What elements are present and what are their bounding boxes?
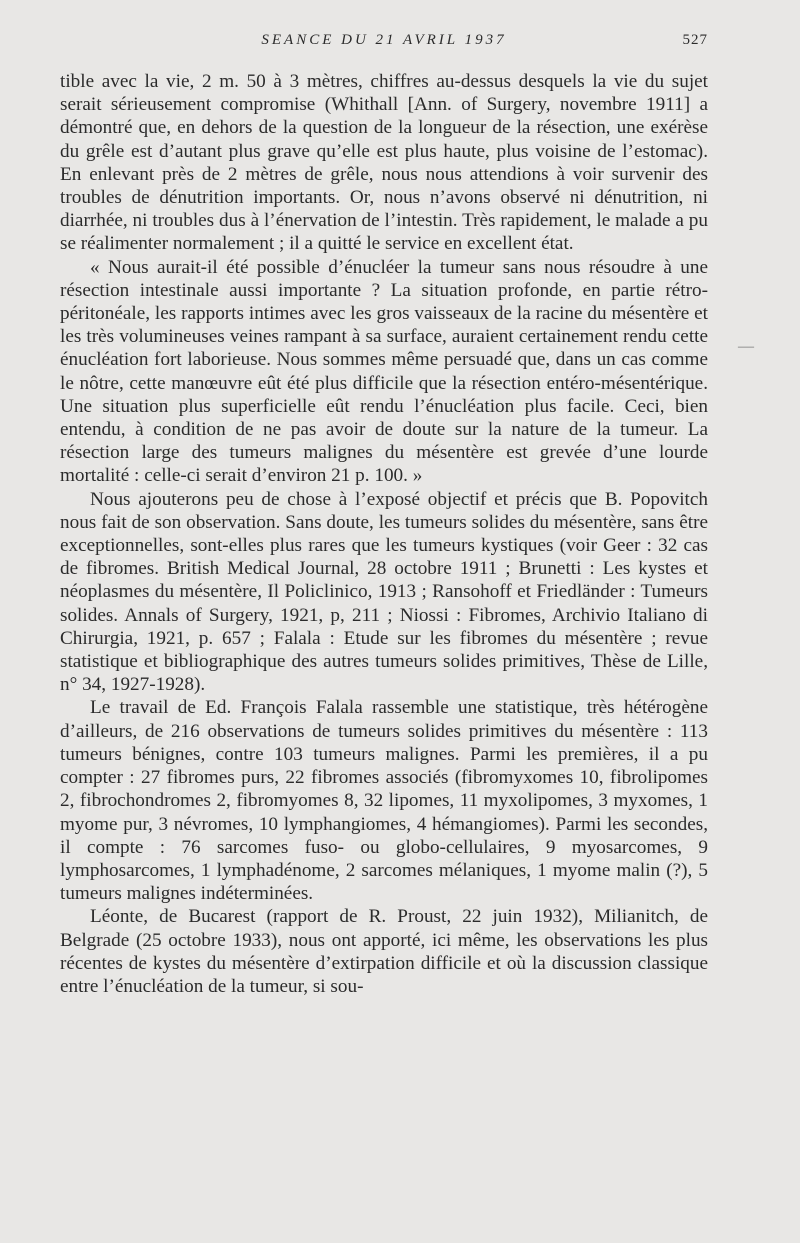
paragraph-3: Nous ajouterons peu de chose à l’exposé objectif et précis que B. Popovitch nous fait de son observation. Sans doute, les tumeurs solides du mésentère, sans être exceptionnelles, sont-elles plus rares que les tumeurs kystiques (voir Geer : 32 cas de fibromes. British Medical Journal, 28 octobre 1911 ; Brunetti : Les kystes et néoplasmes du mésentère, Il Policlinico, 1913 ; Ransohoff et Friedländer : Tumeurs solides. Annals of Surgery, 1921, p, 211 ; Niossi : Fibromes, Archivio Italiano di Chirurgia, 1921, p. 657 ; Falala : Etude sur les fibromes du mésentère ; revue statistique et bibliographique des autres tumeurs solides primitives, Thèse de Lille, n° 34, 1927-1928). [60,488,708,696]
paragraph-5: Léonte, de Bucarest (rapport de R. Proust, 22 juin 1932), Milianitch, de Belgrade (25 octobre 1933), nous ont apporté, ici même, les observations les plus récentes de kystes du mésentère d’extirpation difficile et où la discussion classique entre l’énucléation de la tumeur, si sou- [60,906,708,997]
paragraph-1: tible avec la vie, 2 m. 50 à 3 mètres, chiffres au-dessus desquels la vie du sujet serait sérieusement compromise (Whithall [Ann. of Surgery, novembre 1911] a démontré que, en dehors de la question de la longueur de la résection, une exérèse du grêle est d’autant plus grave qu’elle est plus haute, plus voisine de l’estomac). En enlevant près de 2 mètres de grêle, nous nous attendions à voir survenir des troubles de dénutrition importants. Or, nous n’avons observé ni dénutrition, ni diarrhée, ni troubles dus à l’énervation de l’intestin. Très rapidement, le malade a pu se réalimenter normalement ; il a quitté le service en excellent état. [60,71,708,255]
running-head: SEANCE DU 21 AVRIL 1937 [261,32,507,48]
paragraph-2-quotation: « Nous aurait-il été possible d’énucléer la tumeur sans nous résoudre à une résection intestinale aussi importante ? La situation profonde, en partie rétro-péritonéale, les rapports intimes avec les gros vaisseaux de la racine du mésentère et les très volumineuses veines rampant à sa surface, auraient certainement rendu cette énucléation fort laborieuse. Nous sommes même persuadé que, dans un cas comme le nôtre, cette manœuvre eût été plus difficile que la résection entéro-mésentérique. Une situation plus superficielle eût rendu l’énucléation plus facile. Ceci, bien entendu, à condition de ne pas avoir de doute sur la nature de la tumeur. La résection large des tumeurs malignes du mésentère est grevée d’une lourde mortalité : celle-ci serait d’environ 21 p. 100. » [60,256,708,487]
paragraph-4: Le travail de Ed. François Falala rassemble une statistique, très hétérogène d’ailleurs, de 216 observations de tumeurs solides primitives du mésentère : 113 tumeurs bénignes, contre 103 tumeurs malignes. Parmi les premières, il a pu compter : 27 fibromes purs, 22 fibromes associés (fibromyxomes 10, fibrolipomes 2, fibrochondromes 2, fibromyomes 8, 32 lipomes, 11 myxolipomes, 3 myxomes, 1 myome pur, 3 névromes, 10 lymphangiomes, 4 hémangiomes). Parmi les secondes, il compte : 76 sarcomes fuso- ou globo-cellulaires, 9 myosarcomes, 9 lymphosarcomes, 1 lymphadénome, 2 sarcomes mélaniques, 1 myome malin (?), 5 tumeurs malignes indéterminées. [60,697,708,905]
margin-mark: — [738,338,754,355]
body-text [60,70,708,998]
page-number: 527 [682,32,708,48]
page-header [60,32,708,54]
